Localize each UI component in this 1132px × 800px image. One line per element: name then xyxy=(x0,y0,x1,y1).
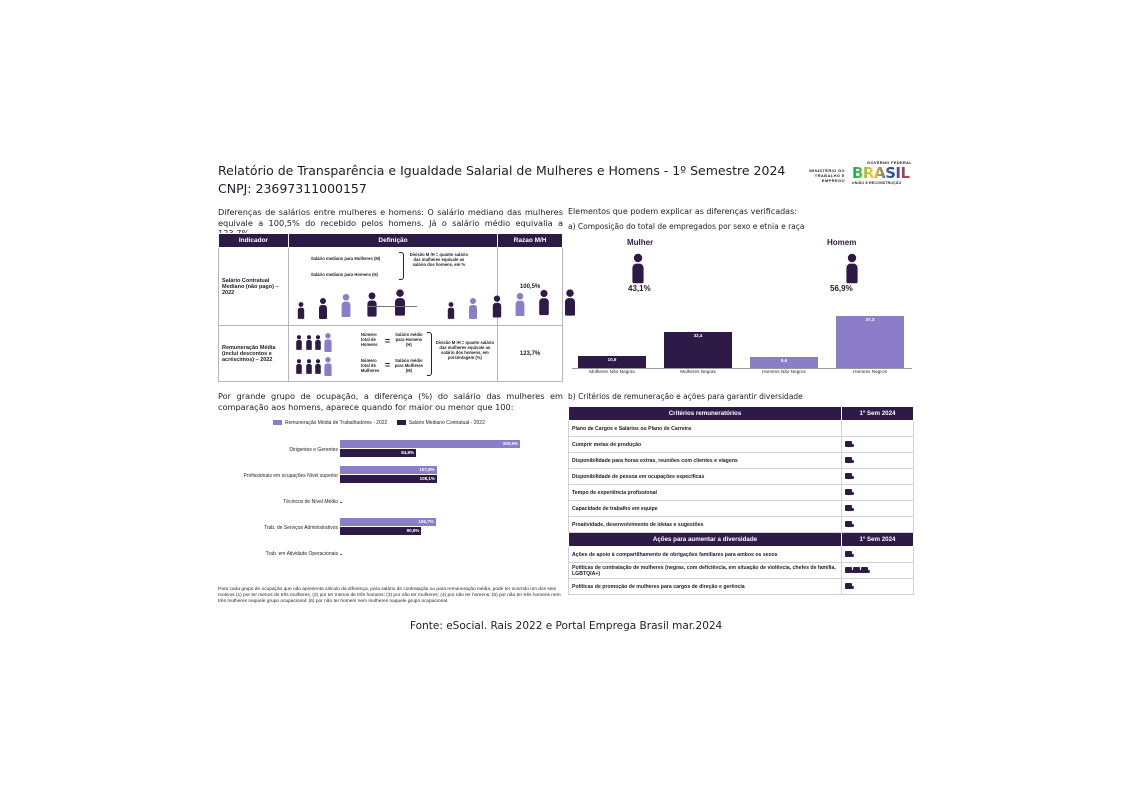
criteria-label: Plano de Cargos e Salários ou Plano de Carreira xyxy=(569,421,842,437)
legend-swatch-remuneration xyxy=(273,420,282,425)
cnpj-line: CNPJ: 23697311000157 xyxy=(218,181,367,196)
salary-difference-intro: Diferenças de salários entre mulheres e homens: O salário mediano das mulheres equivale a 100,5% do recebido pelos homens. Já o salário médio equivalia a xyxy=(218,207,563,228)
criteria-label: Tempo de experiência profissional xyxy=(569,485,842,501)
woman-icon xyxy=(324,357,331,376)
bar-value-label: 107,8% xyxy=(419,467,435,472)
chart-legend xyxy=(273,420,485,426)
bar-value-label: 47,3 xyxy=(865,317,875,322)
bar xyxy=(578,356,646,368)
criteria-row xyxy=(569,501,914,517)
bar-value-label: 9,6 xyxy=(780,358,788,364)
criteria-row xyxy=(569,485,914,501)
man-icon xyxy=(319,298,327,319)
criteria-mark-cell xyxy=(842,485,914,501)
bar-value-label: 84,8% xyxy=(401,450,414,455)
category-label: Trab. de Serviços Administrativos xyxy=(263,525,338,531)
def-avg-men: Salário médio para Homens (H) xyxy=(395,332,423,347)
criteria-label: Capacidade de trabalho em equipe xyxy=(569,501,842,517)
header-indicator: Indicador xyxy=(219,234,289,248)
man-percentage: 56,9% xyxy=(830,284,853,293)
bar xyxy=(664,332,732,368)
header-criteria: Critérios remuneratórios xyxy=(569,407,842,421)
criteria-row xyxy=(569,469,914,485)
occupation-intro: Por grande grupo de ocupação, a diferença (%) do salário das mulheres em comparação aos homens, aparece quando for maior ou menor que 100: xyxy=(218,391,563,412)
bar xyxy=(750,357,818,368)
bar-value-label: 90,9% xyxy=(406,528,420,533)
check-icon xyxy=(853,567,860,573)
criteria-label: Disponibilidade para horas extras, reuniões com clientes e viagens xyxy=(569,453,842,469)
man-icon xyxy=(367,292,376,316)
man-icon xyxy=(448,302,454,319)
equals-icon: = xyxy=(384,336,391,346)
man-icon xyxy=(492,295,500,317)
bar xyxy=(340,475,437,483)
ratio-average: 123,7% xyxy=(498,326,563,382)
criteria-header xyxy=(569,407,914,421)
gov-logo-top-text: GOVERNO FEDERAL xyxy=(867,160,912,165)
footnote: Para cada grupo de ocupação que não apresenta cálculo da diferença, para salário de contratação ou para remuneração média, pode ter ocorrido um dos seis motivos (1) por ter menos de três mulheres; (2) por ter menos de três homens; (3) por não ter mulheres; (4) por não ter homens; (5) por não ter três homens nem três mulheres naquele grupo ocupacional; (6) por não ter homem nem mulheres naquele grupo ocupacional. xyxy=(218,587,561,604)
actions-header xyxy=(569,533,914,547)
axis-tick xyxy=(340,554,342,555)
connector-line xyxy=(367,306,417,307)
gov-logo-bottom-text: UNIÃO E RECONSTRUÇÃO xyxy=(852,181,902,185)
ministry-logo: MINISTÉRIO DO TRABALHO E EMPREGO xyxy=(809,168,845,183)
bar-value-label: 108,1% xyxy=(419,476,435,481)
criteria-row xyxy=(569,453,914,469)
criteria-table xyxy=(568,406,914,595)
brace xyxy=(399,252,404,280)
def-total-women: Número total de Mulheres xyxy=(360,358,380,373)
bar xyxy=(340,527,421,535)
category-label: Mulheres Negras xyxy=(680,369,716,374)
criteria-row xyxy=(569,421,914,437)
man-icon xyxy=(847,254,858,283)
man-icon xyxy=(395,289,405,315)
definition-median xyxy=(288,248,497,326)
category-label: Dirigentes e Gerentes xyxy=(289,447,338,453)
criteria-row xyxy=(569,437,914,453)
criteria-mark-cell xyxy=(842,469,914,485)
indicator-table-header xyxy=(219,234,563,248)
criteria-row xyxy=(569,517,914,533)
criteria-label: Disponibilidade de pessoa em ocupações específicas xyxy=(569,469,842,485)
def-avg-women: Salário médio para Mulheres (M) xyxy=(394,358,424,373)
category-label: Profissionais em ocupações Nível superior xyxy=(243,473,338,479)
header-semester: 1º Sem 2024 xyxy=(842,407,914,421)
man-icon xyxy=(306,335,312,350)
ratio-median: 100,5% xyxy=(498,248,563,326)
bar xyxy=(836,316,904,368)
definition-average xyxy=(288,326,497,382)
indicator-row-median xyxy=(219,248,563,326)
women-group-icons xyxy=(295,356,332,379)
indicator-label: Salário Contratual Mediano (não pago) – 2022 xyxy=(219,248,289,326)
criteria-row xyxy=(569,579,914,595)
def-note-median: Divisão M /H = quanto salário das mulheres equivale ao salário dos homens, em % xyxy=(409,252,469,267)
men-group-icons xyxy=(295,332,332,355)
title-line-1: Relatório de Transparência e Igualdade Salarial de Mulheres e Homens - 1º Semestre 2024 xyxy=(218,163,786,178)
indicator-label: Remuneração Média (inclui descontos e acréscimos) – 2022 xyxy=(219,326,289,382)
check-icon xyxy=(861,567,868,573)
right-intro: Elementos que podem explicar as diferenças verificadas: xyxy=(568,207,797,216)
subtitle-composition: a) Composição do total de empregados por sexo e etnia e raça xyxy=(568,222,805,231)
header-ratio: Razao M/H xyxy=(498,234,563,248)
criteria-label: Proatividade, desenvolvimento de ideias e sugestões xyxy=(569,517,842,533)
criteria-mark-cell xyxy=(842,563,914,579)
woman-icon xyxy=(324,333,331,352)
report-title xyxy=(218,162,785,198)
bar xyxy=(340,466,437,474)
criteria-mark-cell xyxy=(842,579,914,595)
bar-value-label: 200,9% xyxy=(502,441,518,446)
criteria-mark-cell xyxy=(842,501,914,517)
category-label: Homens Negros xyxy=(853,369,887,374)
def-total-men: Número total de Homens xyxy=(360,332,378,347)
def-women-median: Salário mediano para Mulheres (M) xyxy=(310,256,381,261)
man-icon xyxy=(539,290,549,315)
man-icon xyxy=(315,335,321,350)
bar-value-label: 32,4 xyxy=(693,333,703,339)
indicator-row-average xyxy=(219,326,563,382)
bar xyxy=(340,440,520,448)
check-icon xyxy=(845,551,852,557)
check-icon xyxy=(845,457,852,463)
woman-label: Mulher xyxy=(627,238,654,247)
source-note: Fonte: eSocial. Rais 2022 e Portal Emprega Brasil mar.2024 xyxy=(410,620,723,632)
woman-icon xyxy=(632,254,643,283)
legend-swatch-median xyxy=(397,420,406,425)
man-icon xyxy=(315,359,321,374)
check-icon xyxy=(845,521,852,527)
check-icon xyxy=(845,441,852,447)
man-icon xyxy=(306,359,312,374)
occupation-bar-chart xyxy=(218,420,563,560)
criteria-row xyxy=(569,563,914,579)
bar xyxy=(340,449,416,457)
category-label: Técnicos de Nível Médio xyxy=(283,499,338,505)
criteria-label: Políticas de contratação de mulheres (negras, com deficiência, em situação de violência, chefes de família, LGBTQIA+) xyxy=(569,563,842,579)
criteria-mark-cell xyxy=(842,421,914,437)
composition-bar-chart xyxy=(572,300,912,380)
def-note-average: Divisão M /H = quanto salário das mulheres equivale ao salário dos homens, em porcentagem (%) xyxy=(435,340,495,360)
criteria-label: Políticas de promoção de mulheres para cargos de direção e gerência xyxy=(569,579,842,595)
check-icon xyxy=(845,583,852,589)
gov-brasil-logo xyxy=(852,160,912,194)
subtitle-criteria: b) Critérios de remuneração e ações para garantir diversidade xyxy=(568,392,803,401)
woman-icon xyxy=(469,298,477,319)
man-icon xyxy=(296,359,302,374)
header-semester: 1º Sem 2024 xyxy=(842,533,914,547)
check-icon xyxy=(845,567,852,573)
category-label: Mulheres Não Negras xyxy=(589,369,635,374)
category-label: Homens Não Negros xyxy=(762,369,806,374)
criteria-label: Ações de apoio à compartilhamento de obrigações familiares para ambos os sexos xyxy=(569,547,842,563)
criteria-mark-cell xyxy=(842,517,914,533)
woman-percentage: 43,1% xyxy=(628,284,651,293)
criteria-mark-cell xyxy=(842,547,914,563)
legend-label-remuneration: Remuneração Média de Trabalhadores - 2022 xyxy=(285,420,388,426)
header-definition: Definição xyxy=(288,234,497,248)
legend-label-median: Salário Mediano Contratual - 2022 xyxy=(408,420,485,426)
man-icon xyxy=(296,335,302,350)
woman-icon xyxy=(342,294,351,317)
axis-tick xyxy=(340,502,342,503)
header-actions: Ações para aumentar a diversidade xyxy=(569,533,842,547)
bar-value-label: 106,7% xyxy=(418,519,434,524)
check-icon xyxy=(845,473,852,479)
criteria-mark-cell xyxy=(842,437,914,453)
man-label: Homem xyxy=(827,238,857,247)
check-icon xyxy=(845,505,852,511)
def-men-median: Salário mediano para Homens (H) xyxy=(310,272,378,277)
gov-logo-main-text: BRASIL xyxy=(852,165,912,181)
check-icon xyxy=(845,489,852,495)
bar-value-label: 10,6 xyxy=(607,357,617,363)
brace xyxy=(427,332,432,376)
criteria-mark-cell xyxy=(842,453,914,469)
woman-icon xyxy=(516,293,525,316)
criteria-label: Cumprir metas de produção xyxy=(569,437,842,453)
bar xyxy=(340,518,436,526)
category-label: Trab. em Atividade Operacionais xyxy=(265,551,338,557)
people-illustration xyxy=(297,292,487,322)
indicator-table xyxy=(218,233,563,382)
criteria-row xyxy=(569,547,914,563)
equals-icon: = xyxy=(384,360,391,370)
man-icon xyxy=(298,302,304,319)
